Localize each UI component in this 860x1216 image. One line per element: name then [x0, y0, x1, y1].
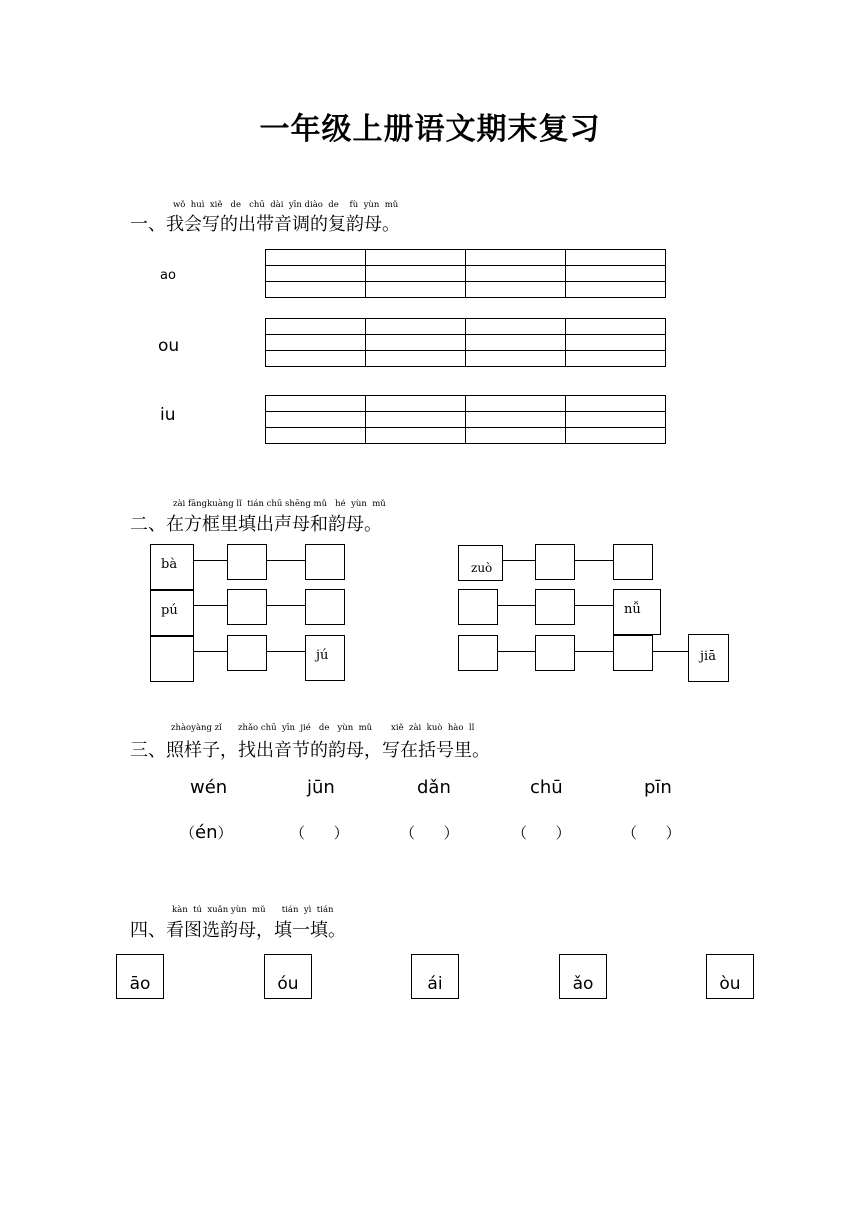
grid-cell[interactable] [566, 335, 666, 351]
puzzle-given-syllable: jiā [700, 649, 716, 664]
answer-parentheses-example: （én） [180, 822, 233, 843]
grid-cell[interactable] [366, 319, 466, 335]
puzzle-given-syllable: nǚ [624, 602, 641, 617]
option-label: òu [719, 974, 741, 994]
grid-cell[interactable] [266, 412, 366, 428]
puzzle-answer-box[interactable] [535, 635, 575, 671]
grid-cell[interactable] [366, 412, 466, 428]
puzzle-answer-box[interactable] [613, 635, 653, 671]
grid-cell[interactable] [366, 335, 466, 351]
option-label: ǎo [572, 974, 594, 994]
grid-cell[interactable] [466, 319, 566, 335]
connector-line [194, 651, 227, 652]
page-title: 一年级上册语文期末复习 [259, 112, 601, 147]
grid-cell[interactable] [466, 428, 566, 444]
option-box[interactable] [559, 954, 607, 999]
grid-cell[interactable] [466, 282, 566, 298]
writing-grid-ou [265, 318, 666, 367]
grid-cell[interactable] [366, 266, 466, 282]
puzzle-given-syllable: zuò [471, 561, 493, 575]
connector-line [267, 605, 305, 606]
grid-cell[interactable] [266, 282, 366, 298]
section4-pinyin: kàn tú xuǎn yùn mǔ tián yì tián [172, 905, 334, 915]
option-box[interactable] [264, 954, 312, 999]
connector-line [498, 651, 535, 652]
puzzle-answer-box[interactable] [227, 589, 267, 625]
puzzle-answer-box[interactable] [227, 635, 267, 671]
grid-cell[interactable] [566, 412, 666, 428]
option-box[interactable] [706, 954, 754, 999]
grid-cell[interactable] [266, 266, 366, 282]
grid-cell[interactable] [466, 351, 566, 367]
section1-heading: 一、我会写的出带音调的复韵母。 [130, 214, 400, 235]
syllable: dǎn [417, 777, 451, 798]
puzzle-box [305, 635, 345, 681]
grid-cell[interactable] [566, 428, 666, 444]
grid-cell[interactable] [566, 266, 666, 282]
grid-cell[interactable] [566, 396, 666, 412]
grid-cell[interactable] [366, 250, 466, 266]
connector-line [498, 605, 535, 606]
connector-line [575, 605, 613, 606]
answer-parentheses[interactable]: （ ） [400, 824, 459, 842]
answer-parentheses[interactable]: （ ） [290, 824, 349, 842]
writing-grid-iu [265, 395, 666, 444]
puzzle-given-syllable: bà [161, 557, 178, 572]
puzzle-answer-box[interactable] [305, 544, 345, 580]
connector-line [653, 651, 688, 652]
connector-line [194, 560, 227, 561]
grid-cell[interactable] [466, 335, 566, 351]
section4-heading: 四、看图选韵母，填一填。 [130, 920, 346, 941]
writing-grid-ao [265, 249, 666, 298]
puzzle-answer-box[interactable] [535, 544, 575, 580]
puzzle-box [613, 589, 661, 635]
option-label: āo [129, 974, 151, 994]
option-label: óu [277, 974, 299, 994]
grid-cell[interactable] [266, 351, 366, 367]
puzzle-answer-box[interactable] [458, 589, 498, 625]
puzzle-given-syllable: pú [161, 603, 178, 618]
grid-cell[interactable] [466, 396, 566, 412]
connector-line [194, 605, 227, 606]
option-label: ái [427, 974, 443, 994]
section3-heading: 三、照样子，找出音节的韵母，写在括号里。 [130, 740, 490, 761]
answer-parentheses[interactable]: （ ） [512, 824, 571, 842]
connector-line [503, 560, 535, 561]
puzzle-box [150, 544, 194, 590]
grid-cell[interactable] [266, 250, 366, 266]
grid-cell[interactable] [366, 351, 466, 367]
puzzle-answer-box[interactable] [150, 636, 194, 682]
grid-cell[interactable] [566, 319, 666, 335]
grid-cell[interactable] [466, 250, 566, 266]
label-ao: ao [160, 268, 176, 283]
puzzle-given-syllable: jú [316, 648, 329, 663]
grid-cell[interactable] [266, 396, 366, 412]
grid-cell[interactable] [366, 396, 466, 412]
connector-line [575, 651, 613, 652]
section3-pinyin: zhàoyàng zǐ zhǎo chū yīn jié de yùn mǔ xiě zài kuò hào lǐ [171, 723, 475, 733]
grid-cell[interactable] [466, 266, 566, 282]
puzzle-answer-box[interactable] [305, 589, 345, 625]
connector-line [575, 560, 613, 561]
puzzle-answer-box[interactable] [458, 635, 498, 671]
grid-cell[interactable] [366, 428, 466, 444]
syllable: jūn [307, 777, 335, 798]
option-box[interactable] [411, 954, 459, 999]
grid-cell[interactable] [266, 319, 366, 335]
section1-pinyin: wǒ huì xiě de chū dài yīn diào de fù yùn mǔ [173, 200, 399, 210]
puzzle-box [150, 590, 194, 636]
label-iu: iu [160, 405, 176, 425]
example-answer: én [195, 822, 218, 843]
grid-cell[interactable] [566, 250, 666, 266]
label-ou: ou [158, 336, 180, 356]
grid-cell[interactable] [566, 282, 666, 298]
puzzle-answer-box[interactable] [535, 589, 575, 625]
grid-cell[interactable] [466, 412, 566, 428]
section2-pinyin: zài fāngkuàng lǐ tián chū shēng mǔ hé yùn mǔ [173, 499, 386, 509]
syllable: pīn [644, 777, 672, 798]
grid-cell[interactable] [266, 335, 366, 351]
option-box[interactable] [116, 954, 164, 999]
connector-line [267, 651, 305, 652]
puzzle-box [458, 545, 503, 581]
section2-heading: 二、在方框里填出声母和韵母。 [130, 514, 382, 535]
puzzle-box [688, 634, 729, 682]
grid-cell[interactable] [566, 351, 666, 367]
syllable: wén [190, 777, 228, 798]
puzzle-answer-box[interactable] [227, 544, 267, 580]
connector-line [267, 560, 305, 561]
grid-cell[interactable] [366, 282, 466, 298]
syllable: chū [530, 777, 563, 798]
grid-cell[interactable] [266, 428, 366, 444]
puzzle-answer-box[interactable] [613, 544, 653, 580]
answer-parentheses[interactable]: （ ） [622, 824, 681, 842]
